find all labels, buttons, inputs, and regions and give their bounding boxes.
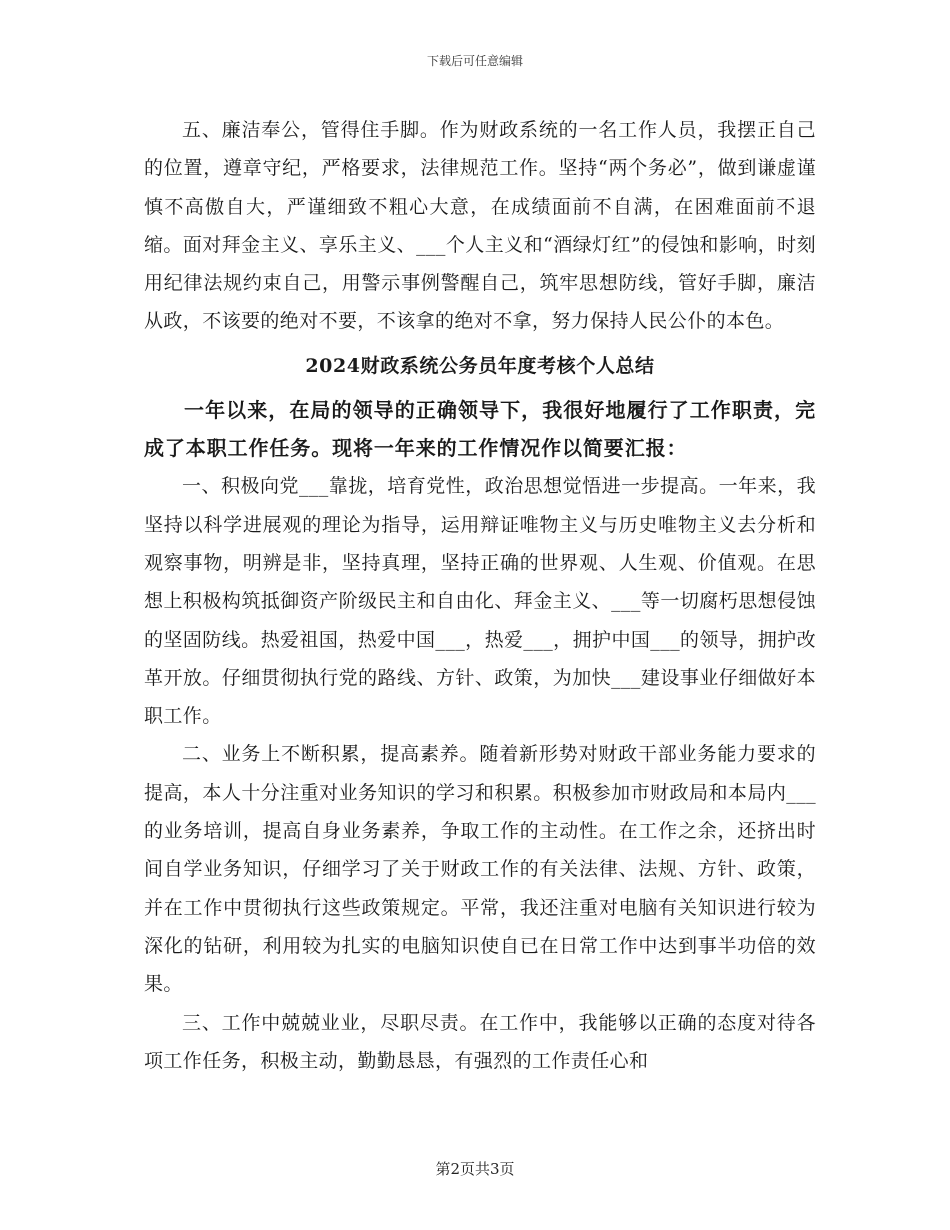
header-note: 下载后可任意编辑 bbox=[426, 54, 523, 68]
section-two-paragraph: 二、业务上不断积累，提高素养。随着新形势对财政干部业务能力要求的提高，本人十分注重对业务知识的学习和积累。积极参加市财政局和本局内___的业务培训，提高自身业务素养，争取工作的主动性。在工作之余，还挤出时间自学业务知识，仔细学习了关于财政工作的有关法律、法规、方针、政策，并在工作中贯彻执行这些政策规定。平常，我还注重对电脑有关知识进行较为深化的钻研，利用较为扎实的电脑知识使自已在日常工作中达到事半功倍的效果。 bbox=[144, 743, 816, 996]
intro-paragraph: 一年以来，在局的领导的正确领导下，我很好地履行了工作职责，完成了本职工作任务。现将一年来的工作情况作以简要汇报： bbox=[144, 397, 816, 461]
section-three-paragraph: 三、工作中兢兢业业，尽职尽责。在工作中，我能够以正确的态度对待各项工作任务，积极主动，勤勤恳恳，有强烈的工作责任心和 bbox=[144, 1011, 816, 1072]
page-number: 第2页共3页 bbox=[435, 1160, 515, 1178]
section-one-paragraph: 一、积极向党___靠拢，培育党性，政治思想觉悟进一步提高。一年来，我坚持以科学进展观的理论为指导，运用辩证唯物主义与历史唯物主义去分析和观察事物，明辨是非，坚持真理，坚持正确的世界观、人生观、价值观。在思想上积极构筑抵御资产阶级民主和自由化、拜金主义、___等一切腐朽思想侵蚀的坚固防线。热爱祖国，热爱中国___，热爱___，拥护中国___的领导，拥护改革开放。仔细贯彻执行党的路线、方针、政策，为加快___建设事业仔细做好本职工作。 bbox=[144, 475, 816, 728]
document-title: 2024财政系统公务员年度考核个人总结 bbox=[305, 354, 655, 377]
document-body bbox=[144, 111, 816, 1080]
paragraph-five: 五、廉洁奉公，管得住手脚。作为财政系统的一名工作人员，我摆正自己的位置，遵章守纪，严格要求，法律规范工作。坚持“两个务必”，做到谦虚谨慎不高傲自大，严谨细致不粗心大意，在成绩面前不自满，在困难面前不退缩。面对拜金主义、享乐主义、___个人主义和“酒绿灯红”的侵蚀和影响，时刻用纪律法规约束自己，用警示事例警醒自己，筑牢思想防线，管好手脚，廉洁从政，不该要的绝对不要，不该拿的绝对不拿，努力保持人民公仆的本色。 bbox=[144, 119, 816, 333]
